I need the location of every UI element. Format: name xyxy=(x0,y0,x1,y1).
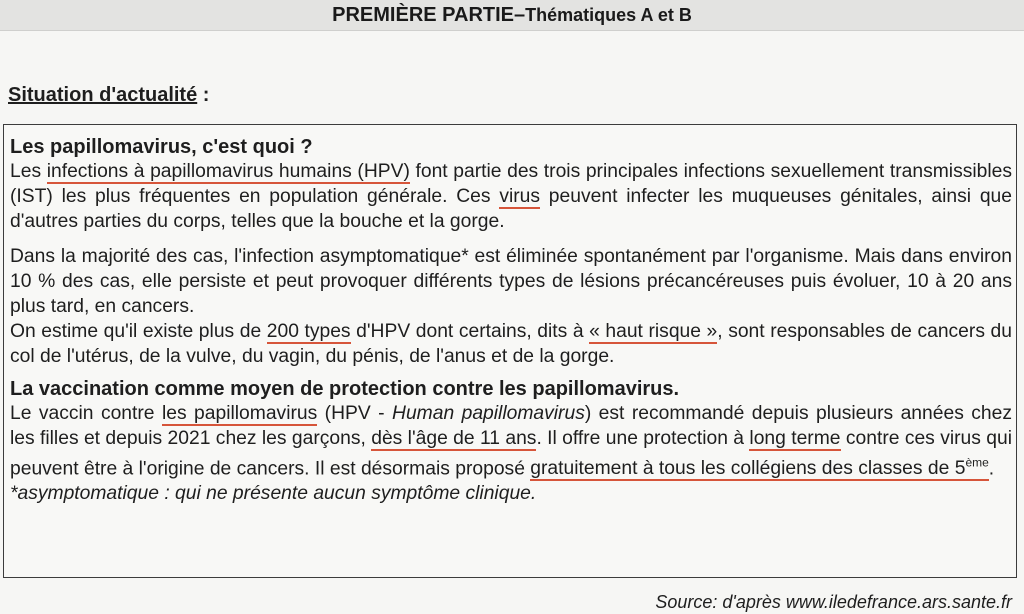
highlight-papillomavirus: les papillomavirus xyxy=(161,403,318,424)
text-run: . Il offre une protection à xyxy=(536,428,750,449)
part-separator: – xyxy=(514,3,526,26)
situation-colon: : xyxy=(197,84,210,106)
text-run: , sont responsables de cancers du col de l'utérus, de la vulve, du vagin, du pénis, de l'anus et de la gorge. xyxy=(10,321,1012,367)
highlight-hpv-infections: infections à papillomavirus humains (HPV) xyxy=(46,161,410,182)
text-run: font partie des trois principales infections sexuellement transmissibles (IST) les plus fréquentes en population générale. Ces xyxy=(10,161,1013,207)
text-run: (HPV - xyxy=(317,403,393,424)
situation-heading xyxy=(8,84,209,107)
section1-heading: Les papillomavirus, c'est quoi ? xyxy=(10,136,313,158)
content-box xyxy=(3,124,1017,578)
highlight-age-11: dès l'âge de 11 ans xyxy=(371,428,537,449)
highlight-high-risk: « haut risque » xyxy=(589,321,718,342)
section2-paragraph-1 xyxy=(10,401,1012,481)
highlight-200-types: 200 types xyxy=(266,321,351,342)
text-run: ) est recommandé depuis plusieurs années chez les filles et depuis 2021 chez les garçons, xyxy=(10,403,1012,449)
text-run: Les xyxy=(10,161,47,182)
source-citation: Source: d'après www.iledefrance.ars.sante.fr xyxy=(655,592,1012,612)
situation-label: Situation d'actualité xyxy=(8,84,198,106)
text-run: . xyxy=(988,458,995,480)
text-run: peuvent infecter les muqueuses génitales, ainsi que d'autres parties du corps, telles que la bouche et la gorge. xyxy=(10,186,1012,232)
highlight-long-term: long terme xyxy=(749,428,841,449)
highlight-virus: virus xyxy=(499,186,541,207)
text-run: On estime qu'il existe plus de xyxy=(10,321,267,342)
highlight-free-for-students xyxy=(530,458,989,481)
section2-heading: La vaccination comme moyen de protection contre les papillomavirus. xyxy=(10,378,680,400)
text-run: d'HPV dont certains, dits à xyxy=(350,321,590,342)
part-subtitle: Thématiques A et B xyxy=(525,4,692,25)
section1-paragraph-2: Dans la majorité des cas, l'infection asymptomatique* est éliminée spontanément par l'organisme. Mais dans environ 10 % des cas, elle persiste et peut provoquer différents types de lésions précancéreuses puis évoluer, 10 à 20 ans plus tard, en cancers. xyxy=(10,246,1012,317)
part-title: PREMIÈRE PARTIE xyxy=(332,3,515,26)
part-header xyxy=(0,0,1024,31)
emphasis-human-papillomavirus: Human papillomavirus xyxy=(392,403,585,424)
section1-paragraph-1 xyxy=(10,159,1012,234)
text-run: Le vaccin contre xyxy=(10,403,162,424)
superscript-eme: ème xyxy=(965,456,989,470)
footnote: *asymptomatique : qui ne présente aucun symptôme clinique. xyxy=(10,483,537,505)
section1-paragraph-3 xyxy=(10,319,1012,369)
text-run: gratuitement à tous les collégiens des classes de 5 xyxy=(530,458,966,480)
text-run: contre ces virus qui peuvent être à l'origine de cancers. Il est désormais proposé xyxy=(10,428,1012,480)
